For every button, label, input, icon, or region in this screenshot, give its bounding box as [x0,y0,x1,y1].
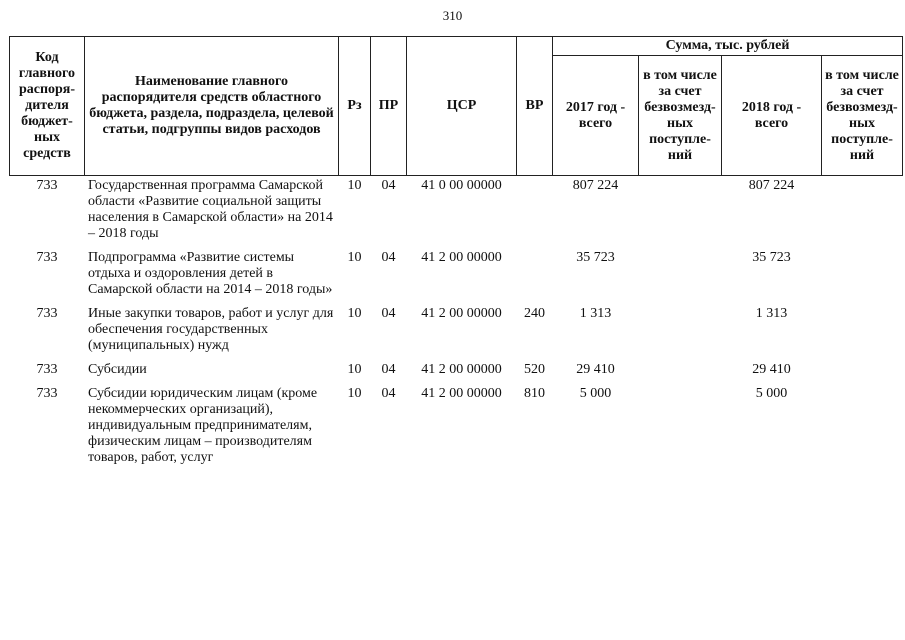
cell-name: Иные закупки товаров, работ и услуг для обеспечения государственных (муниципальных) нужд [88,306,334,353]
table-row [10,248,903,304]
cell-name: Государственная программа Самарской области «Развитие социальной защиты населения в Самарской области» на 2014 – 2018 годы [88,178,333,241]
cell-2017-total: 5 000 [579,386,612,401]
cell-2018-free [822,360,903,384]
header-2018-free: в том числе за счет безвозмезд-ных поступле-ний [822,56,903,176]
cell-2017-total: 1 313 [579,306,612,321]
table-header [10,37,903,176]
table-body [10,176,903,473]
header-code: Код главного распоря-дителя бюджет-ных средств [10,37,85,176]
cell-2018-free [822,248,903,304]
cell-2018-total: 5 000 [755,386,788,401]
header-name: Наименование главного распорядителя средств областного бюджета, раздела, подраздела, целевой статьи, подгруппы видов расходов [85,37,339,176]
cell-code: 733 [36,306,58,321]
header-2018-total: 2018 год - всего [722,56,822,176]
cell-code: 733 [36,250,58,265]
cell-pr: 04 [381,306,396,321]
cell-pr: 04 [381,178,396,193]
cell-2018-total: 1 313 [755,306,788,321]
cell-code: 733 [36,386,58,401]
table-row [10,360,903,384]
header-pr: ПР [371,37,407,176]
cell-2017-free [639,248,722,304]
cell-name: Подпрограмма «Развитие системы отдыха и оздоровления детей в Самарской области на 2014 – 2018 годы» [88,250,333,297]
cell-2018-free [822,176,903,249]
cell-rz: 10 [347,178,362,193]
cell-csr: 41 0 00 00000 [421,178,502,193]
cell-rz: 10 [347,362,362,377]
cell-vr: 240 [524,306,545,321]
cell-2017-free [639,304,722,360]
header-vr: ВР [517,37,553,176]
cell-code: 733 [36,362,58,377]
cell-2018-free [822,384,903,472]
cell-2018-total: 807 224 [748,178,795,193]
cell-pr: 04 [381,386,396,401]
table-row [10,304,903,360]
cell-rz: 10 [347,386,362,401]
cell-rz: 10 [347,250,362,265]
cell-name: Субсидии [88,362,147,377]
header-2017-total: 2017 год - всего [553,56,639,176]
cell-2017-free [639,360,722,384]
cell-2017-total: 35 723 [576,250,615,265]
header-2017-free: в том числе за счет безвозмезд-ных поступле-ний [639,56,722,176]
page-number: 310 [442,8,463,23]
table-row [10,176,903,249]
header-csr: ЦСР [407,37,517,176]
table-row [10,384,903,472]
cell-code: 733 [36,178,58,193]
cell-rz: 10 [347,306,362,321]
cell-vr [517,176,553,249]
cell-name: Субсидии юридическим лицам (кроме некоммерческих организаций), индивидуальным предпринимателям, физическим лицам – производителям товаров, работ, услуг [88,386,318,465]
header-rz: Рз [339,37,371,176]
cell-csr: 41 2 00 00000 [421,250,502,265]
cell-csr: 41 2 00 00000 [421,362,502,377]
cell-vr [517,248,553,304]
cell-2018-free [822,304,903,360]
cell-csr: 41 2 00 00000 [421,306,502,321]
cell-2017-total: 29 410 [576,362,615,377]
cell-vr: 520 [524,362,545,377]
cell-2017-free [639,384,722,472]
cell-2018-total: 29 410 [752,362,791,377]
cell-pr: 04 [381,362,396,377]
cell-2017-total: 807 224 [572,178,619,193]
cell-2018-total: 35 723 [752,250,791,265]
cell-2017-free [639,176,722,249]
cell-vr: 810 [524,386,545,401]
header-sum-group: Сумма, тыс. рублей [553,37,903,56]
cell-csr: 41 2 00 00000 [421,386,502,401]
cell-pr: 04 [381,250,396,265]
budget-table [9,36,903,472]
